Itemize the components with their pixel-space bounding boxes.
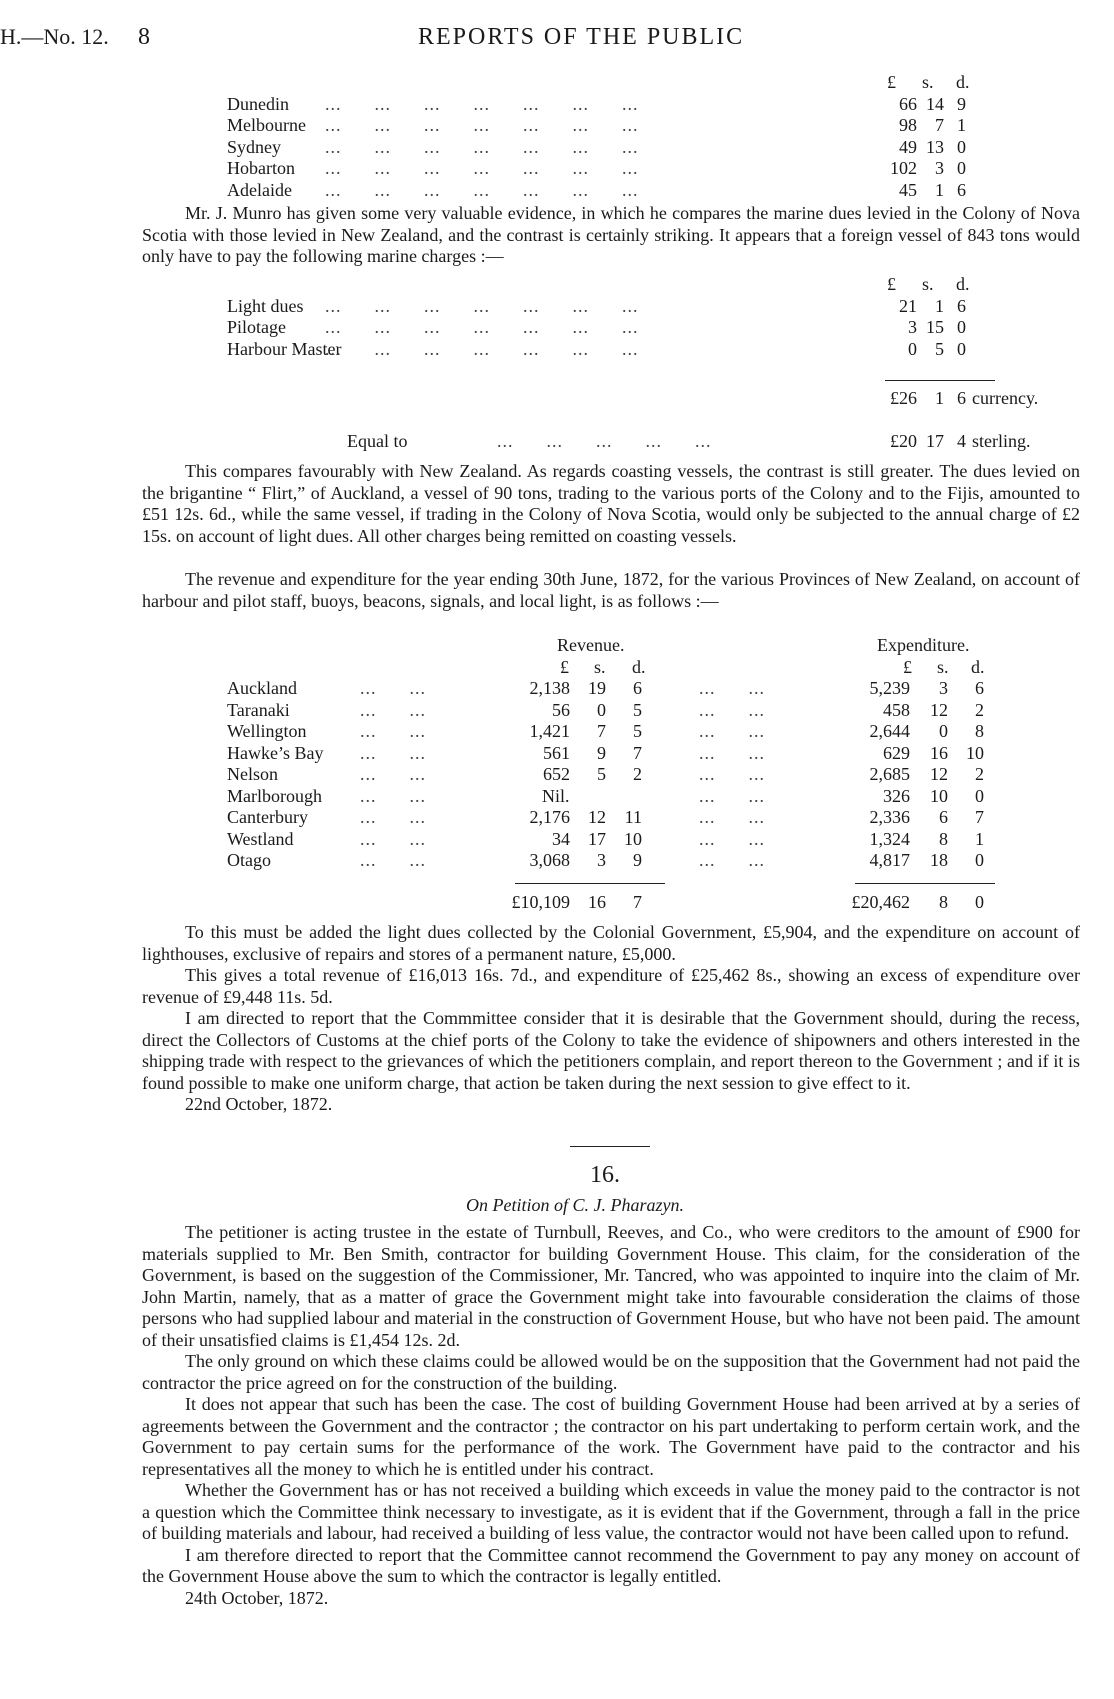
- provinces-currency-header: [142, 657, 1080, 679]
- ports-pence: 9: [957, 93, 966, 114]
- ports-shillings: 3: [935, 158, 944, 178]
- province-name: Otago: [227, 850, 271, 870]
- exp-shilling-header: s.: [937, 656, 949, 677]
- running-title: REPORTS OF THE PUBLIC: [418, 24, 745, 50]
- leader-dots: ... ... ... ... ... ... ...: [325, 158, 639, 178]
- charges-table: [142, 274, 1080, 360]
- charges-shillings: 1: [935, 295, 944, 316]
- revenue-shillings: 17: [588, 828, 606, 849]
- paragraph-revenue-intro: The revenue and expenditure for the year ending 30th June, 1872, for the various Provinces of New Zealand, on account of harbour and pilot staff, buoys, beacons, signals, and local light, is as follows :—: [142, 569, 1080, 611]
- revenue-shillings: 5: [597, 764, 606, 784]
- paragraph-ground: The only ground on which these claims could be allowed would be on the supposition that the Government had not paid the contractor the price agreed on for the construction of the building.: [142, 1351, 1080, 1393]
- charges-pence: 0: [957, 317, 966, 337]
- revenue-pence: 2: [633, 764, 642, 784]
- provinces-total-row: [142, 892, 1080, 914]
- revenue-pounds: 561: [543, 742, 570, 763]
- ports-currency-header: [142, 72, 1080, 94]
- pence-header: d.: [956, 72, 970, 92]
- paragraph-conclusion: I am therefore directed to report that the Committee cannot recommend the Government to pay any money on account of the Government House above the sum to which the contractor is legally entitled.: [142, 1544, 1080, 1586]
- ports-name: Sydney: [227, 136, 281, 157]
- expenditure-pence: 1: [975, 828, 984, 849]
- ports-pounds: 98: [899, 115, 917, 135]
- charges-shillings: 15: [926, 317, 944, 337]
- revenue-pounds: 2,176: [529, 807, 570, 827]
- total-shillings: 1: [935, 388, 944, 408]
- ports-table: [142, 72, 1080, 201]
- expenditure-shillings: 6: [939, 807, 948, 827]
- revenue-nil: Nil.: [542, 785, 570, 806]
- charges-equal-row: [142, 431, 1080, 453]
- revenue-pounds: 652: [543, 764, 570, 784]
- ports-row: [142, 137, 1080, 159]
- leader-dots: ... ... ... ... ... ... ...: [325, 136, 639, 157]
- exp-pound-header: £: [903, 656, 912, 677]
- expenditure-pence: 0: [975, 785, 984, 806]
- ports-pounds: 49: [899, 136, 917, 157]
- petition-date: 24th October, 1872.: [185, 1587, 329, 1608]
- charges-shillings: 5: [935, 338, 944, 359]
- rev-pound-header: £: [560, 656, 569, 677]
- expenditure-pounds: 458: [883, 699, 910, 720]
- expenditure-pence: 8: [975, 721, 984, 741]
- province-row: [142, 721, 1080, 743]
- province-row: [142, 700, 1080, 722]
- revenue-shillings: 3: [597, 850, 606, 870]
- expenditure-pounds: 2,336: [869, 807, 910, 827]
- section-divider: [570, 1146, 650, 1147]
- province-row: [142, 678, 1080, 700]
- province-row: [142, 829, 1080, 851]
- revenue-total-rule: [515, 883, 665, 884]
- total-expenditure-pounds: £20,462: [851, 892, 910, 912]
- revenue-pence: 6: [633, 678, 642, 698]
- leader-dots: ... ...: [699, 699, 765, 720]
- section-title: On Petition of C. J. Pharazyn.: [466, 1195, 684, 1215]
- ports-shillings: 7: [935, 115, 944, 135]
- expenditure-pence: 0: [975, 850, 984, 870]
- paragraph-munro: Mr. J. Munro has given some very valuable evidence, in which he compares the marine dues levied in the Colony of Nova Scotia with those levied in New Zealand, and the contrast is certainly striking. It appears that a foreign vessel of 843 tons would only have to pay the following marine charges :—: [142, 203, 1080, 266]
- ports-pence: 6: [957, 179, 966, 200]
- expenditure-pounds: 1,324: [869, 828, 910, 849]
- pound-header: £: [887, 72, 896, 92]
- revenue-shillings: 12: [588, 807, 606, 827]
- expenditure-pence: 2: [975, 764, 984, 784]
- revenue-pence: 5: [633, 699, 642, 720]
- paragraph-recommendation: I am directed to report that the Commmittee consider that it is desirable that the Government should, during the recess, direct the Collectors of Customs at the chief ports of the Colony to take the evidence of shipowners and others interested in the shipping trade with respect to the grievances of which the petitioners complain, and report thereon to the Government ; and if it is found possible to make one uniform charge, that action be taken during the next session to give effect to it.: [142, 1008, 1080, 1093]
- charges-name: Light dues: [227, 295, 304, 316]
- leader-dots: ... ...: [360, 678, 426, 698]
- ports-pounds: 66: [899, 93, 917, 114]
- leader-dots: ... ... ... ... ... ... ...: [325, 179, 639, 200]
- expenditure-pence: 10: [966, 742, 984, 763]
- charges-total-row: [142, 388, 1080, 410]
- leader-dots: ... ...: [699, 721, 765, 741]
- equal-shillings: 17: [926, 431, 944, 451]
- paragraph-totals: This gives a total revenue of £16,013 16s. 7d., and expenditure of £25,462 8s., showing an excess of expenditure over revenue of £9,448 11s. 5d.: [142, 965, 1080, 1007]
- equal-label: Equal to: [347, 431, 408, 451]
- leader-dots: ... ...: [360, 742, 426, 763]
- paragraph-flirt: This compares favourably with New Zealand. As regards coasting vessels, the contrast is still greater. The dues levied on the brigantine “ Flirt,” of Auckland, a vessel of 90 tons, trading to the various ports of the Colony and to the Fijis, amounted to £51 12s. 6d., while the same vessel, if trading in the Colony of Nova Scotia, would only be subjected to the annual charge of £2 15s. on account of light dues. All other charges being remitted on coasting vessels.: [142, 461, 1080, 546]
- total-revenue-pounds: £10,109: [511, 892, 570, 912]
- leader-dots: ... ... ... ... ...: [497, 431, 712, 451]
- leader-dots: ... ...: [699, 807, 765, 827]
- leader-dots: ... ...: [699, 678, 765, 698]
- exp-pence-header: d.: [971, 656, 985, 677]
- leader-dots: ... ...: [360, 785, 426, 806]
- charges-pounds: 3: [908, 317, 917, 337]
- pound-header: £: [887, 274, 896, 294]
- revenue-shillings: 9: [597, 742, 606, 763]
- province-row: [142, 786, 1080, 808]
- expenditure-pounds: 2,685: [869, 764, 910, 784]
- equal-pounds: £20: [890, 431, 917, 451]
- leader-dots: ... ...: [360, 828, 426, 849]
- leader-dots: ... ... ... ... ... ... ...: [325, 338, 639, 359]
- revenue-shillings: 7: [597, 721, 606, 741]
- ports-row: [142, 158, 1080, 180]
- revenue-pence: 7: [633, 742, 642, 763]
- ports-row: [142, 180, 1080, 202]
- expenditure-header: Expenditure.: [877, 635, 970, 655]
- province-name: Nelson: [227, 764, 278, 784]
- revenue-pence: 9: [633, 850, 642, 870]
- ports-name: Dunedin: [227, 93, 289, 114]
- pence-header: d.: [956, 274, 970, 294]
- expenditure-pence: 6: [975, 678, 984, 698]
- revenue-header: Revenue.: [557, 635, 625, 655]
- ports-pounds: 102: [890, 158, 917, 178]
- charges-row: [142, 339, 1080, 361]
- charges-row: [142, 296, 1080, 318]
- report-paragraphs: [142, 922, 1080, 1116]
- province-name: Auckland: [227, 678, 297, 698]
- revenue-pence: 11: [624, 807, 642, 827]
- paper-reference: H.—No. 12.: [0, 24, 109, 49]
- expenditure-total-rule: [855, 883, 995, 884]
- charges-name: Pilotage: [227, 317, 286, 337]
- expenditure-shillings: 12: [930, 764, 948, 784]
- revenue-pence: 10: [624, 828, 642, 849]
- paragraph-contract: It does not appear that such has been the case. The cost of building Government House had been arrived at by a series of agreements between the Government and the contractor ; the contractor on his part undertaking to perform certain work, and the Government to pay certain sums for the performance of the work. The Government have paid to the contractor and his representatives all the money to which he is entitled under his contract.: [142, 1394, 1080, 1479]
- total-revenue-shillings: 16: [588, 892, 606, 912]
- revenue-pence: 5: [633, 721, 642, 741]
- ports-row: [142, 94, 1080, 116]
- revenue-pounds: 3,068: [529, 850, 570, 870]
- provinces-group-header: [142, 635, 1080, 657]
- report-date: 22nd October, 1872.: [185, 1094, 333, 1114]
- charges-pounds: 21: [899, 295, 917, 316]
- ports-pence: 1: [957, 115, 966, 135]
- leader-dots: ... ... ... ... ... ... ...: [325, 93, 639, 114]
- province-name: Canterbury: [227, 807, 308, 827]
- revenue-shillings: 0: [597, 699, 606, 720]
- expenditure-pence: 2: [975, 699, 984, 720]
- revenue-pounds: 2,138: [529, 678, 570, 698]
- ports-row: [142, 115, 1080, 137]
- ports-shillings: 13: [926, 136, 944, 157]
- total-expenditure-pence: 0: [975, 892, 984, 912]
- expenditure-pounds: 2,644: [869, 721, 910, 741]
- revenue-pounds: 34: [552, 828, 570, 849]
- expenditure-shillings: 3: [939, 678, 948, 698]
- ports-name: Hobarton: [227, 158, 295, 178]
- ports-name: Melbourne: [227, 115, 306, 135]
- expenditure-shillings: 12: [930, 699, 948, 720]
- leader-dots: ... ...: [360, 850, 426, 870]
- total-pounds: £26: [890, 388, 917, 408]
- expenditure-shillings: 10: [930, 785, 948, 806]
- ports-shillings: 14: [926, 93, 944, 114]
- total-revenue-pence: 7: [633, 892, 642, 912]
- ports-pence: 0: [957, 136, 966, 157]
- expenditure-pounds: 5,239: [869, 678, 910, 698]
- expenditure-shillings: 16: [930, 742, 948, 763]
- expenditure-shillings: 18: [930, 850, 948, 870]
- ports-name: Adelaide: [227, 179, 292, 200]
- total-note: currency.: [972, 388, 1039, 408]
- province-name: Westland: [227, 828, 294, 849]
- ports-pounds: 45: [899, 179, 917, 200]
- leader-dots: ... ...: [699, 850, 765, 870]
- leader-dots: ... ...: [699, 764, 765, 784]
- charges-name: Harbour Master: [227, 338, 342, 359]
- expenditure-pounds: 4,817: [869, 850, 910, 870]
- section-number: 16.: [590, 1162, 620, 1188]
- province-name: Hawke’s Bay: [227, 742, 324, 763]
- equal-note: sterling.: [972, 431, 1031, 451]
- charges-pounds: 0: [908, 338, 917, 359]
- paragraph-value: Whether the Government has or has not received a building which exceeds in value the money paid to the contractor is not a question which the Committee think necessary to investigate, as it is evident that if the Government, through a fall in the price of building materials and labour, had received a building of less value, the contractor would not have been called upon to refund.: [142, 1480, 1080, 1543]
- ports-shillings: 1: [935, 179, 944, 200]
- charges-currency-header: [142, 274, 1080, 296]
- equal-pence: 4: [957, 431, 966, 451]
- expenditure-pounds: 326: [883, 785, 910, 806]
- leader-dots: ... ... ... ... ... ... ...: [325, 295, 639, 316]
- charges-pence: 0: [957, 338, 966, 359]
- revenue-pounds: 1,421: [529, 721, 570, 741]
- leader-dots: ... ...: [360, 699, 426, 720]
- ports-pence: 0: [957, 158, 966, 178]
- rev-shilling-header: s.: [594, 656, 606, 677]
- revenue-pounds: 56: [552, 699, 570, 720]
- rev-pence-header: d.: [632, 656, 646, 677]
- charges-pence: 6: [957, 295, 966, 316]
- leader-dots: ... ...: [360, 807, 426, 827]
- province-row: [142, 807, 1080, 829]
- leader-dots: ... ...: [360, 721, 426, 741]
- leader-dots: ... ... ... ... ... ... ...: [325, 115, 639, 135]
- petition-paragraphs: [142, 1222, 1080, 1609]
- shilling-header: s.: [922, 72, 934, 92]
- province-row: [142, 764, 1080, 786]
- province-row: [142, 743, 1080, 765]
- province-row: [142, 850, 1080, 872]
- shilling-header: s.: [922, 274, 934, 294]
- expenditure-pence: 7: [975, 807, 984, 827]
- expenditure-shillings: 8: [939, 828, 948, 849]
- total-rule: [885, 380, 995, 381]
- leader-dots: ... ...: [360, 764, 426, 784]
- expenditure-pounds: 629: [883, 742, 910, 763]
- total-expenditure-shillings: 8: [939, 892, 948, 912]
- page-number: 8: [138, 24, 150, 50]
- province-name: Marlborough: [227, 785, 322, 806]
- leader-dots: ... ... ... ... ... ... ...: [325, 317, 639, 337]
- province-name: Taranaki: [227, 699, 290, 720]
- charges-row: [142, 317, 1080, 339]
- leader-dots: ... ...: [699, 828, 765, 849]
- leader-dots: ... ...: [699, 742, 765, 763]
- province-name: Wellington: [227, 721, 307, 741]
- provinces-table: [142, 635, 1080, 872]
- revenue-shillings: 19: [588, 678, 606, 698]
- paragraph-petition: The petitioner is acting trustee in the estate of Turnbull, Reeves, and Co., who were creditors to the amount of £900 for materials supplied to Mr. Ben Smith, contractor for building Government House. This claim, for the consideration of the Government, is based on the suggestion of the Commissioner, Mr. Tancred, who was appointed to inquire into the claim of Mr. John Martin, namely, that as a matter of grace the Government might take into favourable consideration the claims of those persons who had supplied labour and material in the construction of Government House, but who have not been paid. The amount of their unsatisfied claims is £1,454 12s. 2d.: [142, 1222, 1080, 1350]
- leader-dots: ... ...: [699, 785, 765, 806]
- expenditure-shillings: 0: [939, 721, 948, 741]
- total-pence: 6: [957, 388, 966, 408]
- paragraph-light-dues: To this must be added the light dues collected by the Colonial Government, £5,904, and the expenditure on account of lighthouses, exclusive of repairs and stores of a permanent nature, £5,000.: [142, 922, 1080, 964]
